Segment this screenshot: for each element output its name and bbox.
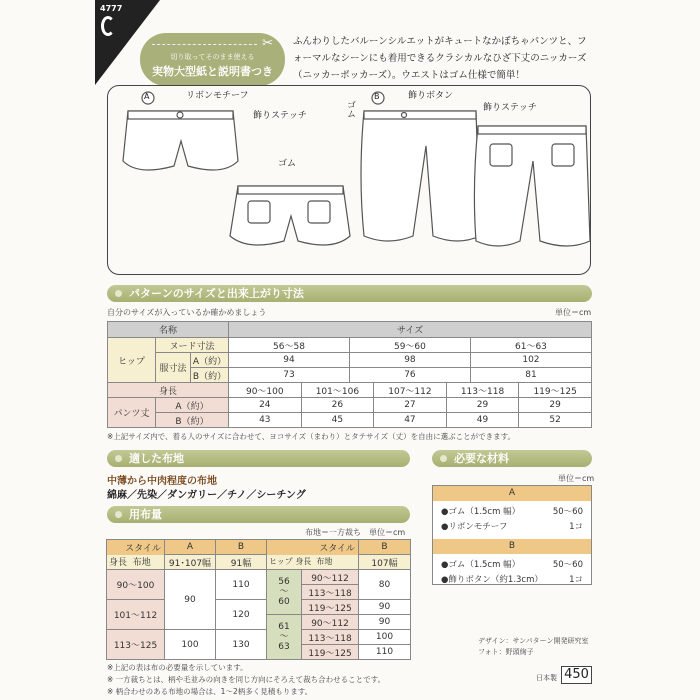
yardage-section-title: 用布量 [107,506,410,523]
yardage-table-right: スタイル B ヒップ 身長 布地 107幅 56 〜 60 90〜112 80 113〜118 119〜125 90 61 〜 63 90〜112 90 113〜118 100 119〜125 110 [266,539,411,660]
brand-logo-icon [101,16,115,36]
materials-unit: 単位＝cm [558,474,595,483]
illustration-box: A B リボンモチーフ 飾りステッチ ゴム 飾りボタン 飾りステッチ ゴム [107,85,591,275]
feature-badge: ✂ 切り取ってそのまま使える 実物大型紙と説明書つき [140,33,285,86]
yardage-table-left: スタイル A B 身長 布地 91･107幅 91幅 90〜100 90 110 101〜112 120 113〜125 100 130 [106,539,267,660]
made-in-japan: 日本製 [536,674,557,682]
fabric-weight: 中薄から中肉程度の布地 [107,476,217,487]
size-table: 名称 サイズ ヒップ ヌード寸法 56〜58 59〜60 61〜63 服寸法 A（約） 94 98 102 B（約） 73 76 81 身長 90〜100 101〜106 107〜112 113〜118 119〜125 パンツ丈 A（約） 24 26 27 29 29 B（約） 43 45 47 49 52 [107,321,592,428]
size-unit: 単位＝cm [555,308,592,317]
size-section-title: パターンのサイズと出来上がり寸法 [107,285,592,302]
pattern-code: 4777 [100,4,123,13]
fabric-section-title: 適した布地 [107,450,410,467]
fabric-list: 綿麻／先染／ダンガリー／チノ／シーチング [107,490,306,501]
yardage-notes: ※上記の表は布の必要量を示しています。 ※ 一方裁ちとは、柄や毛並みの向きを同じ方向にそろえて裁ち合わせることです。 ※ 柄合わせのある布地の場合は、1〜2柄多く見積もります。 [107,663,386,696]
credits: デザイン：サンパターン開発研究室 フォト：野頭絢子 [478,637,589,656]
size-footnote: ※上記サイズ内で、着る人のサイズに合わせて、ヨコサイズ（まわり）とタテサイズ（丈）を自由に選ぶことができます。 [107,432,515,441]
scissors-icon: ✂ [262,36,273,51]
price-box: 450 [561,666,592,684]
materials-box: A ●ゴム（1.5cm 幅） 50〜60 ●リボンモチーフ 1コ B ●ゴム（1.5cm 幅） 50〜60 ●飾りボタン（約1.3cm） 1コ [432,485,592,585]
yardage-unit: 布地＝一方裁ち 単位＝cm [305,528,406,537]
intro-text: ふんわりしたバルーンシルエットがキュートなかぼちゃパンツと、フォーマルなシーンにも着用できるクラシカルなひざ下丈のニッカーズ（ニッカーボッカーズ）。ウエストはゴム仕様で簡単！ [293,36,587,81]
materials-section-title: 必要な材料 [432,450,592,467]
size-note: 自分のサイズが入っているか確かめましょう [107,308,267,317]
